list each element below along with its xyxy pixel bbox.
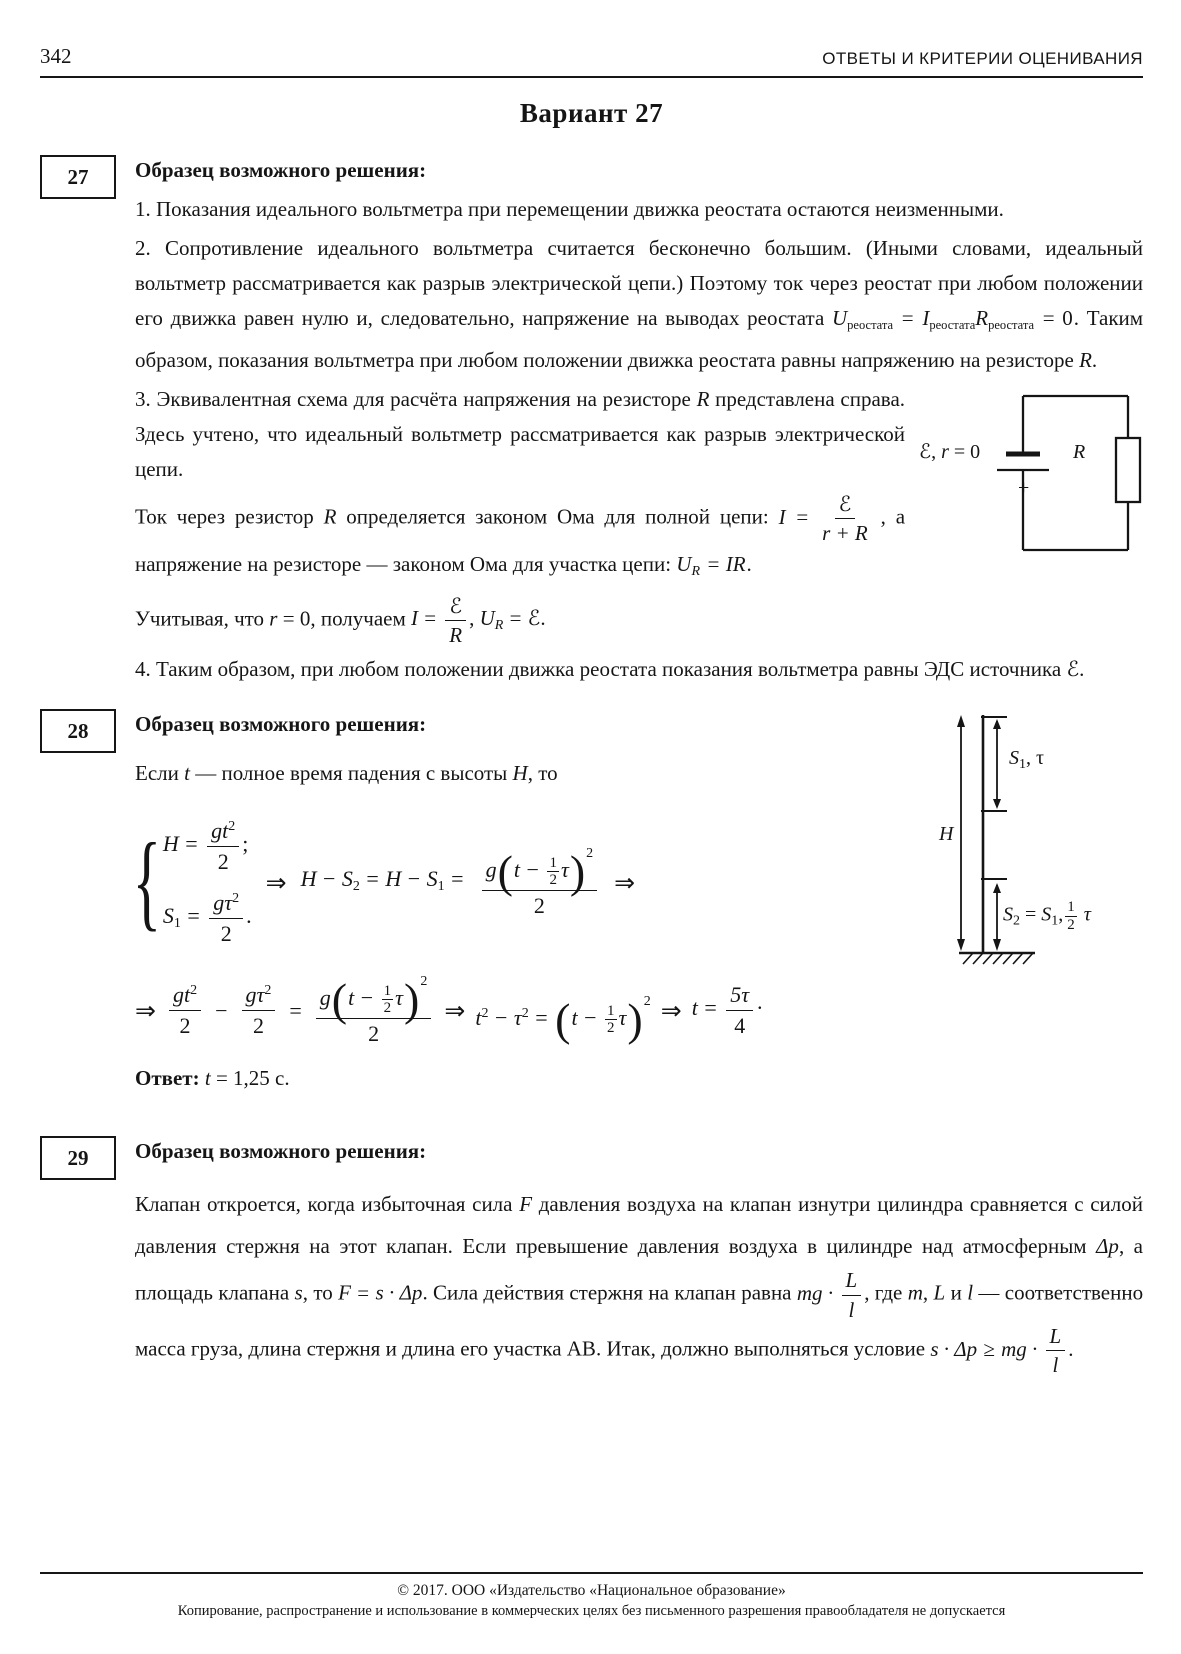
fraction-denominator: l [848, 1297, 855, 1322]
math-subscript: реостата [988, 318, 1034, 332]
math-op: = [704, 995, 717, 1021]
math-fraction [547, 855, 559, 889]
emf-symbol: ℰ, [919, 441, 937, 463]
system-group: { H = $\frac{gt^2}{2}$ ; $S_1$ = $\frac{g\tau^2}{2}$ . [132, 818, 252, 946]
formula-ohm-full [778, 492, 881, 546]
big-paren-open: ( [555, 993, 571, 1045]
fraction-denominator: 2 [1067, 916, 1075, 933]
math-subscript: 1 [173, 916, 181, 932]
fraction-numerator: 1 [607, 1002, 615, 1019]
math-var: I [778, 504, 786, 529]
system-line [163, 817, 252, 875]
math-op: − [215, 997, 228, 1023]
emf-symbol: ℰ [1066, 657, 1080, 681]
task-27 [40, 153, 1143, 691]
math-op: − [584, 1004, 597, 1030]
answer-line [135, 1061, 1143, 1096]
fraction-denominator: 2 [368, 1020, 380, 1046]
math-subscript: R [691, 563, 701, 579]
math-subscript: 1 [437, 878, 445, 894]
punctuation: . [746, 551, 752, 576]
math-fraction [169, 981, 201, 1039]
big-paren-close: ) [404, 973, 420, 1025]
punctuation: , [469, 606, 475, 631]
math-var: H [300, 865, 317, 891]
math-var: R [975, 306, 989, 330]
math-var: Δp [1096, 1234, 1119, 1259]
implies-arrow: ⇒ [614, 867, 636, 897]
text-run: определяется законом Ома для полной цепи: [346, 504, 769, 529]
math-var: H [385, 865, 402, 891]
big-paren-close: ) [569, 845, 586, 897]
task-28 [40, 707, 1143, 1100]
math-var: S [1003, 903, 1013, 926]
text-run: Ток через резистор [135, 504, 314, 529]
task-28-box-col [40, 707, 135, 1100]
math-var: S [162, 903, 174, 929]
text-run: , где [864, 1281, 903, 1306]
math-subscript: 2 [1013, 913, 1020, 929]
punctuation: . [1079, 657, 1085, 681]
formula-ohm-section [676, 551, 752, 579]
fraction-denominator: 4 [734, 1012, 746, 1038]
math-var: τ [618, 1004, 627, 1030]
fraction-numerator: 5τ [726, 981, 753, 1011]
math-var: τ [560, 856, 569, 882]
fraction-numerator [242, 981, 276, 1011]
formula-condition [930, 1323, 1074, 1378]
page-header [40, 44, 1143, 76]
variant-title: Вариант 27 [519, 98, 664, 128]
solution-heading: Образец возможного решения: [135, 1139, 427, 1164]
solution-heading: Образец возможного решения: [135, 712, 427, 736]
running-title: ОТВЕТЫ И КРИТЕРИИ ОЦЕНИВАНИЯ [822, 49, 1143, 68]
answer-label: Ответ: [135, 1066, 200, 1091]
math-op: = [901, 306, 914, 330]
math-op: − [322, 865, 336, 891]
math-expression [301, 861, 465, 904]
math-var: H [162, 831, 179, 857]
s2-label [1003, 899, 1091, 933]
math-subscript: R [494, 618, 504, 634]
ground-hatch [983, 953, 993, 964]
fraction-denominator: r + R [822, 521, 868, 546]
text-run: Если [135, 761, 179, 785]
S1-arrowhead-down [993, 799, 1001, 809]
math-op: − [526, 856, 539, 882]
text-run: , то [302, 1281, 333, 1306]
formula-derivation-2 [135, 973, 1143, 1047]
fraction-denominator: 2 [217, 848, 229, 874]
math-var: s [294, 1281, 303, 1306]
H-arrowhead-down [957, 939, 965, 951]
math-superscript: 2 [586, 845, 594, 861]
implies-arrow: ⇒ [265, 867, 287, 897]
fraction-denominator: 2 [383, 1000, 392, 1017]
math-var: τ [395, 985, 404, 1010]
resistor-symbol [1116, 438, 1140, 502]
text-run: 3. Эквивалентная схема для расчёта напряжения на резисторе [135, 387, 691, 411]
fraction-denominator: 2 [179, 1012, 191, 1038]
fraction-denominator: l [1052, 1353, 1059, 1378]
math-superscript: 2 [232, 891, 240, 906]
fraction-numerator [169, 981, 201, 1011]
math-fraction [1065, 899, 1077, 933]
math-var: S [1009, 747, 1019, 769]
math-fraction [822, 491, 868, 547]
text-run: 2. Сопротивление идеального вольтметра считается бесконечно большим. (Иными словами, идеальный вольтметр рассматривается как разрыв электрической цепи.) Поэтому ток через реостат при любом положении его движка равен нулю и, следовательно, напряжение на выводах реостата [135, 236, 1143, 330]
text-run: — соответственно масса груза, длина стержня и длина его участка АВ. Итак, должно выполняться условие [135, 1281, 1144, 1361]
task-number-box: 27 [40, 155, 116, 199]
fraction-denominator: 2 [607, 1020, 615, 1037]
fraction-denominator: 2 [252, 1012, 264, 1038]
math-superscript: 2 [643, 993, 651, 1009]
math-var: l [967, 1281, 974, 1306]
fraction-numerator [207, 817, 239, 847]
math-var: τ [1083, 903, 1091, 926]
task-29 [40, 1134, 1143, 1382]
math-op: = IR [706, 551, 746, 576]
math-var: F [519, 1192, 533, 1217]
math-op: = 0 [1042, 306, 1073, 330]
math-var: gτ [213, 890, 233, 915]
math-expression [475, 984, 651, 1045]
math-var: U [831, 306, 848, 330]
text-run: , то [527, 761, 558, 785]
ground-hatch [1013, 953, 1023, 964]
header-rule [40, 76, 1143, 78]
math-subscript: 1 [1051, 913, 1059, 929]
text-run: , τ [1026, 747, 1045, 769]
punctuation: . [246, 903, 252, 929]
paragraph: 1. Показания идеального вольтметра при перемещении движка реостата остаются неизменными. [135, 197, 1004, 221]
text-run: 4. Таким образом, при любом положении движка реостата показания вольтметра равны ЭДС источника [135, 657, 1062, 681]
task-27-box-col [40, 153, 135, 691]
page-number: 342 [40, 44, 72, 68]
punctuation: . [1091, 348, 1098, 372]
height-label [939, 823, 953, 846]
punctuation: . [1073, 306, 1079, 330]
answer-value: = 1,25 с. [215, 1066, 290, 1091]
text-run: Клапан откроется, когда избыточная сила [135, 1192, 513, 1217]
fraction-denominator: 2 [549, 872, 557, 889]
text-run: — полное время падения с высоты [195, 761, 508, 785]
ground-hatch [993, 953, 1003, 964]
text-run: , а площадь клапана [135, 1234, 1144, 1306]
math-op: = [187, 903, 200, 929]
math-fraction [242, 981, 276, 1039]
math-var: S [426, 865, 438, 891]
text-run: Таким образом, показания вольтметра при любом положении движка реостата равны напряжению на резисторе [135, 306, 1144, 372]
circuit-figure [921, 386, 1143, 564]
math-var: mg · [796, 1281, 834, 1306]
fraction-numerator: ℰ [445, 593, 466, 621]
formula-rod-force [796, 1268, 864, 1322]
text-run: давления воздуха на клапан изнутри цилиндра сравняется с силой давления стержня на этот клапан. Если превышение давления воздуха в цилиндре над атмосферным [135, 1192, 1144, 1259]
math-var: t [513, 856, 521, 882]
punctuation: , [1058, 903, 1064, 926]
task-number-box: 28 [40, 709, 116, 753]
S2-arrowhead-up [993, 883, 1001, 893]
math-superscript: 2 [420, 974, 428, 989]
math-var: t [184, 761, 190, 785]
ground-hatch [963, 953, 973, 964]
math-fraction [209, 889, 243, 947]
math-var: s · Δp [930, 1336, 978, 1361]
math-op: = [451, 865, 464, 891]
math-op: = [185, 831, 198, 857]
math-fraction [842, 1267, 862, 1323]
S2-arrowhead-down [993, 939, 1001, 951]
math-var: R [1079, 348, 1092, 372]
math-var: r [941, 441, 949, 463]
math-op: = [289, 997, 302, 1023]
math-var: gτ [245, 982, 265, 1008]
text-run: и [950, 1281, 962, 1306]
math-var: g [319, 985, 331, 1010]
math-op: = [1025, 903, 1037, 926]
task-number-box: 29 [40, 1136, 116, 1180]
math-op: = 0, [282, 606, 316, 631]
math-var: I [411, 606, 419, 631]
formula-system-derivation [132, 817, 933, 947]
paragraph [135, 231, 1143, 378]
implies-arrow: ⇒ [660, 995, 682, 1025]
big-paren-close: ) [627, 993, 643, 1045]
math-var: S [1041, 903, 1052, 926]
punctuation: . [1068, 1336, 1074, 1361]
math-superscript: 2 [264, 983, 272, 999]
punctuation: ; [242, 831, 249, 857]
math-op: = [535, 1004, 548, 1030]
fraction-numerator: 1 [383, 982, 392, 999]
math-op: = [796, 504, 809, 529]
math-op: − [360, 985, 374, 1010]
circuit-diagram [921, 386, 1143, 564]
math-var: gt [172, 982, 191, 1008]
formula-valve [338, 1281, 422, 1305]
math-var: R [323, 504, 337, 529]
text-run: получаем [320, 606, 406, 631]
math-var: H [939, 823, 954, 845]
fraction-numerator: 1 [549, 854, 557, 871]
math-fraction [445, 593, 466, 649]
punctuation: . [540, 606, 546, 631]
math-var: t [204, 1066, 211, 1091]
S1-arrowhead-up [993, 719, 1001, 729]
math-superscript: 2 [228, 819, 236, 834]
copyright-line: © 2017. ООО «Издательство «Национальное образование» [397, 1582, 786, 1599]
task-29-content [135, 1134, 1143, 1382]
implies-arrow: ⇒ [135, 995, 156, 1025]
punctuation: , [922, 1281, 929, 1306]
math-var: R [696, 387, 710, 411]
paragraph [135, 593, 1143, 649]
math-subscript: 2 [352, 878, 360, 894]
fraction-numerator [209, 889, 243, 919]
paragraph [135, 652, 1143, 687]
math-superscript: 2 [190, 983, 198, 999]
math-var: t [475, 1004, 482, 1030]
big-paren-open: ( [331, 973, 348, 1025]
fraction-numerator: ℰ [835, 491, 856, 519]
math-fraction [1046, 1323, 1066, 1379]
math-op: = [366, 865, 379, 891]
paragraph-3-with-figure [135, 382, 1143, 589]
math-fraction-big [316, 973, 432, 1047]
fraction-numerator: L [842, 1267, 862, 1295]
math-fraction [726, 981, 753, 1039]
math-var: s · Δp [375, 1281, 423, 1306]
math-fraction [382, 983, 394, 1017]
system-column [163, 817, 252, 947]
math-fraction-big [482, 845, 598, 919]
math-var: R [1073, 441, 1086, 463]
math-expression [692, 981, 764, 1039]
math-fraction [605, 1003, 617, 1037]
math-superscript: 2 [521, 1005, 529, 1021]
battery-plus-label: + [1018, 477, 1030, 499]
text-run: представлена справа. Здесь учтено, что идеальный вольтметр рассматривается как разрыв электрической цепи. [135, 387, 906, 481]
ground-hatch [1003, 953, 1013, 964]
math-var: F [338, 1281, 351, 1306]
math-subscript: 1 [1019, 757, 1026, 772]
math-op: = 0 [953, 441, 981, 463]
math-var: S [341, 865, 353, 891]
implies-arrow: ⇒ [444, 995, 466, 1025]
fraction-numerator [482, 845, 598, 897]
math-var: gt [211, 818, 229, 843]
license-line: Копирование, распространение и использование в коммерческих целях без письменного разрешения правообладателя не допускается [177, 1603, 1006, 1619]
paragraph [135, 1183, 1143, 1378]
task-29-box-col [40, 1134, 135, 1382]
task-27-content [135, 153, 1143, 691]
H-arrowhead-up [957, 715, 965, 727]
math-var: t [691, 995, 698, 1021]
solution-heading: Образец возможного решения: [135, 158, 427, 182]
math-var: m [907, 1281, 923, 1306]
math-var: g [485, 856, 497, 882]
text-run: . Сила действия стержня на клапан равна [422, 1281, 792, 1306]
math-var: t [348, 985, 355, 1010]
emf-label [919, 442, 980, 462]
fraction-numerator: L [1046, 1323, 1066, 1351]
text-run: , а напряжение на резисторе — законом Ома для участка цепи: [135, 504, 906, 576]
math-op: = [357, 1281, 370, 1306]
math-op: ≥ [983, 1336, 995, 1361]
math-subscript: реостата [847, 318, 894, 332]
fraction-numerator: 1 [1067, 899, 1075, 915]
footer-rule [40, 1572, 1143, 1574]
fall-diagram [939, 707, 1143, 969]
system-line [163, 889, 252, 947]
big-paren-open: ( [497, 845, 513, 897]
task-28-content [132, 707, 1143, 1100]
ground-hatch [973, 953, 983, 964]
ground-hatch [1023, 953, 1033, 964]
emf-symbol: ℰ [527, 606, 541, 631]
math-var: U [676, 551, 692, 576]
fraction-denominator: 2 [220, 920, 232, 946]
math-var: L [933, 1281, 946, 1306]
math-var: τ [513, 1004, 522, 1030]
math-fraction [207, 817, 239, 875]
math-op: = [509, 606, 522, 631]
punctuation: · [756, 995, 764, 1021]
math-var: r [269, 606, 278, 631]
math-var: U [479, 606, 495, 631]
math-op: = [424, 606, 437, 631]
math-var: I [922, 306, 930, 330]
fraction-numerator [316, 973, 432, 1025]
math-var: mg · [1001, 1336, 1038, 1361]
formula-rheostat-voltage [832, 306, 1087, 330]
formula-result-current [411, 593, 546, 647]
math-subscript: реостата [929, 318, 976, 332]
fraction-denominator: R [449, 622, 463, 647]
math-var: t [571, 1004, 578, 1030]
math-op: − [407, 865, 421, 891]
math-op: − [494, 1004, 508, 1030]
math-var: H [512, 761, 528, 785]
s1-label [1009, 747, 1044, 773]
page-footer [40, 1572, 1143, 1620]
fraction-denominator: 2 [533, 892, 545, 918]
math-superscript: 2 [481, 1005, 489, 1021]
text-run: Учитывая, что [135, 606, 265, 631]
resistor-label [1073, 442, 1085, 462]
